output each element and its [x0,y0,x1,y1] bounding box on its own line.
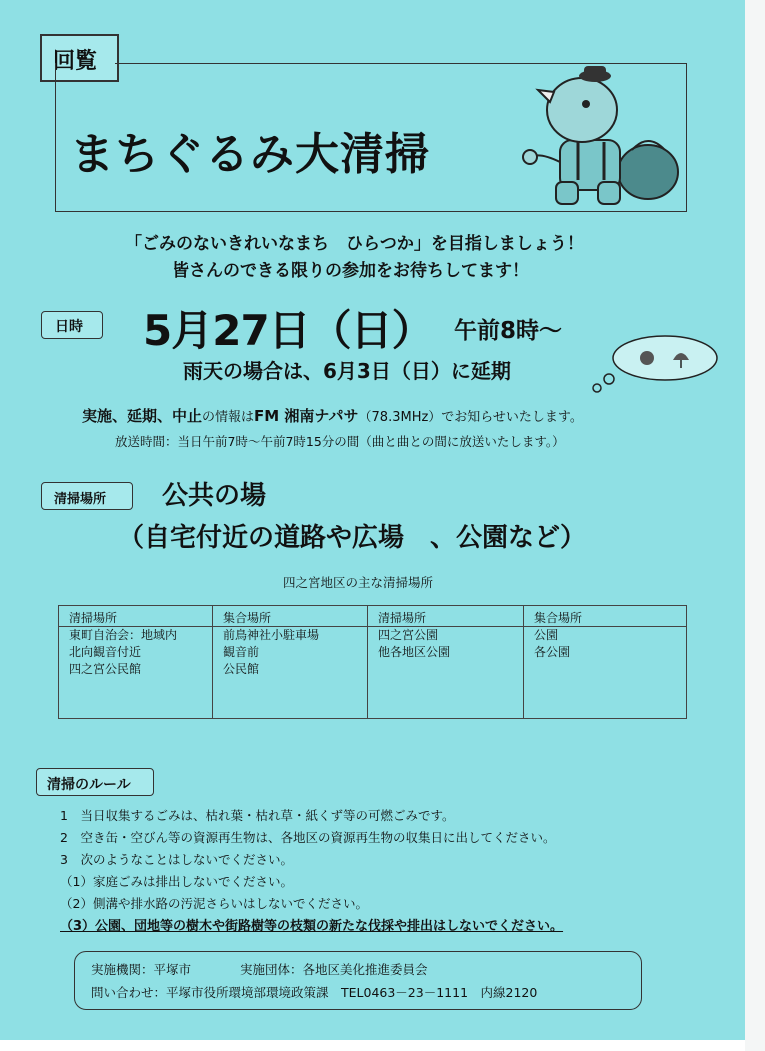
table-header: 清掃場所 [368,606,523,627]
place-line-2: （自宅付近の道路や広場 、公園など） [118,523,587,553]
rule-item-1: 1 当日収集するごみは、枯れ葉・枯れ草・紙くず等の可燃ごみです。 [60,808,455,823]
radio-station-name: FM 湘南ナパサ [254,407,359,425]
announcement-frequency: （78.3MHz）でお知らせいたします。 [358,410,583,425]
datetime-label-box [41,311,103,339]
slogan-line-1: 「ごみのないきれいなまち ひらつか」を目指しましょう！ [125,234,584,254]
contact-info: 問い合わせ：平塚市役所環境部環境政策課 TEL0463－23－1111 内線2120 [91,985,538,1000]
announcement-line [82,405,583,426]
circulation-badge-label: 回覧 [53,49,98,74]
table-header: 集合場所 [524,606,686,627]
place-label: 清掃場所 [54,492,107,507]
table-cell: 東町自治会：地域内 [69,628,178,642]
rhino-mascot-illustration [520,62,690,212]
rule-item-3-3: （3）公園、団地等の樹木や街路樹等の枝類の新たな伐採や排出はしないでください。 [60,919,564,934]
event-date: 5月27日（日） [143,306,433,355]
table-column-2 [213,606,368,718]
table-cell: 公園 [534,628,559,642]
table-cell: 他各地区公園 [378,645,451,659]
rule-item-3-2: （2）側溝や排水路の汚泥さらいはしないでください。 [60,896,368,911]
page-title: まちぐるみ大清掃 [70,129,430,180]
weather-bubble-illustration [585,330,725,395]
table-cell: 四之宮公民館 [69,662,142,676]
table-cell: 各公園 [534,645,571,659]
announcement-topics: 実施、延期、中止 [82,407,203,425]
slogan-line-2: 皆さんのできる限りの参加をお待ちしてます！ [172,261,529,281]
cleaning-location-table [58,605,687,719]
rule-item-2: 2 空き缶・空びん等の資源再生物は、各地区の資源再生物の収集日に出してください。 [60,830,556,845]
broadcast-time: 放送時間：当日午前7時～午前7時15分の間（曲と曲との間に放送いたします。） [115,434,565,449]
rule-item-3: 3 次のようなことはしないでください。 [60,852,293,867]
table-title: 四之宮地区の主な清掃場所 [283,575,434,590]
table-header: 集合場所 [213,606,367,627]
contact-footer [74,951,642,1010]
table-cell: 観音前 [223,645,260,659]
table-cell: 公民館 [223,662,260,676]
paper-edge [745,0,765,1051]
rain-postponement-note: 雨天の場合は、6月3日（日）に延期 [183,359,511,383]
table-column-3 [368,606,524,718]
event-time: 午前8時～ [454,318,563,344]
table-column-4 [524,606,686,718]
organizer-label: 実施機関：平塚市 [91,962,192,977]
place-label-box [41,482,133,510]
implementing-group: 実施団体：各地区美化推進委員会 [240,962,428,977]
announcement-connector: の情報は [202,410,255,425]
rules-label-box [36,768,154,796]
rules-label: 清掃のルール [47,777,131,793]
table-cell: 前鳥神社小駐車場 [223,628,320,642]
datetime-label: 日時 [55,319,83,335]
table-cell: 四之宮公園 [378,628,439,642]
table-header: 清掃場所 [59,606,212,627]
table-column-1 [59,606,213,718]
table-cell: 北向観音付近 [69,645,142,659]
rule-item-3-1: （1）家庭ごみは排出しないでください。 [60,874,293,889]
place-line-1: 公共の場 [162,481,267,511]
